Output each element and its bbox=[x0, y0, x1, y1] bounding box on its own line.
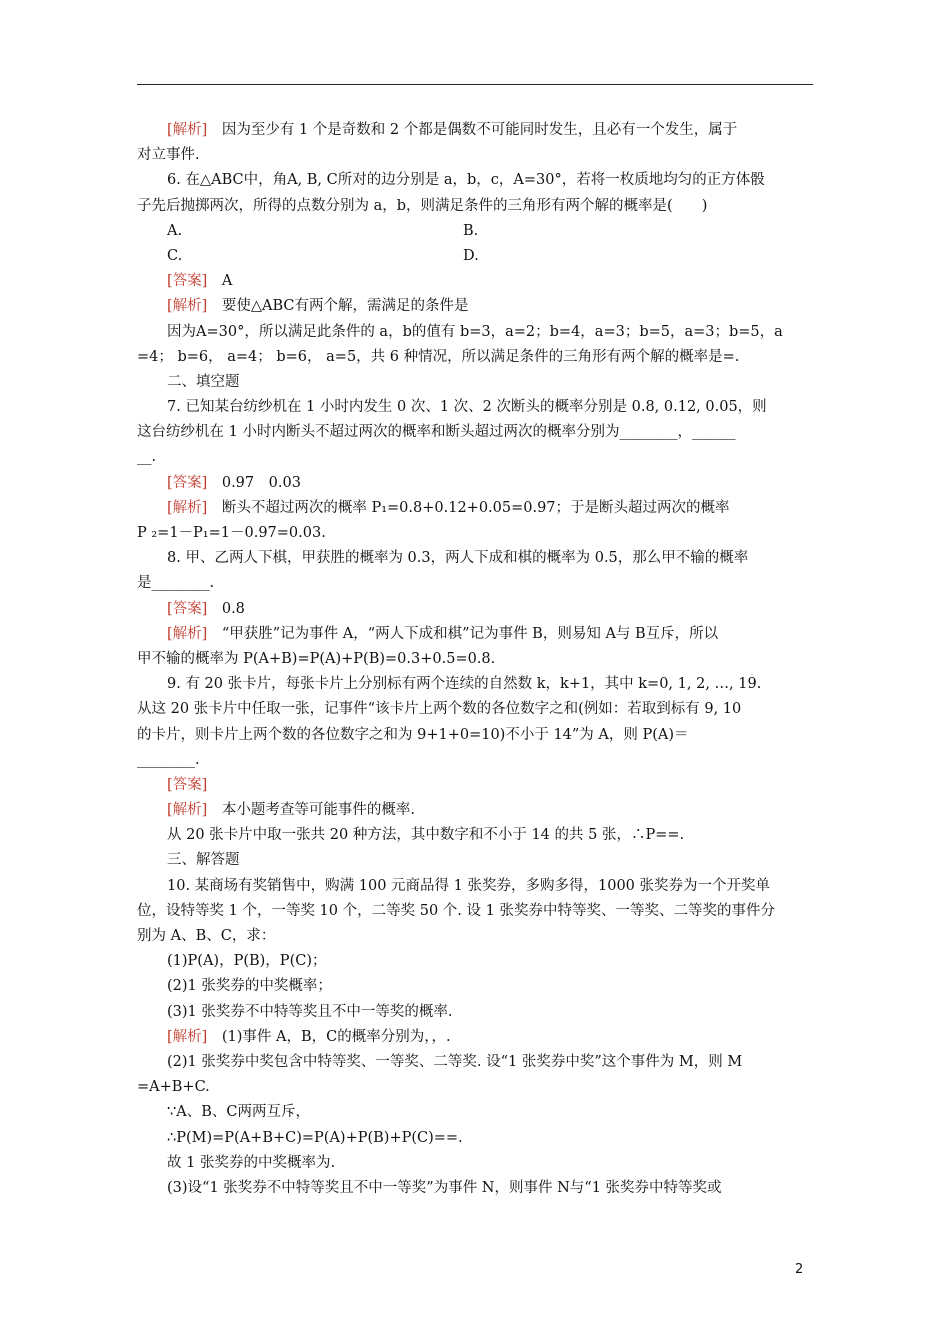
text-line-q10-stem-3 bbox=[137, 924, 815, 949]
text-line-q6-analysis-3 bbox=[137, 345, 815, 370]
text-line-q10-analysis-7 bbox=[137, 1176, 815, 1201]
line-text: 8. 甲、乙两人下棋，甲获胜的概率为 0.3，两人下成和棋的概率为 0.5，那么甲不输的概率 bbox=[167, 550, 749, 567]
text-line-q10-stem-1 bbox=[137, 874, 815, 899]
text-line-q8-analysis-1 bbox=[137, 622, 815, 647]
answer-tag: [答案] bbox=[167, 474, 208, 491]
option-d: D. bbox=[463, 247, 479, 264]
text-line-q6-options-ab bbox=[137, 219, 815, 244]
line-text: (3)设“1 张奖券不中特等奖且不中一等奖”为事件 N，则事件 N与“1 张奖券中特等奖或 bbox=[167, 1179, 722, 1196]
line-text: 位，设特等奖 1 个，一等奖 10 个，二等奖 50 个. 设 1 张奖券中特等奖、一等奖、二等奖的事件分 bbox=[137, 902, 775, 919]
text-line-q9-stem-1 bbox=[137, 672, 815, 697]
line-text: 9. 有 20 张卡片，每张卡片上分别标有两个连续的自然数 k，k+1，其中 k=0, 1, 2, …, 19. bbox=[167, 676, 762, 693]
text-line-q8-analysis-2 bbox=[137, 647, 815, 672]
line-text: 二、填空题 bbox=[167, 373, 240, 390]
answer-tag: [答案] bbox=[167, 776, 208, 793]
line-text: P ₂=1－P₁=1－0.97=0.03. bbox=[137, 525, 326, 541]
line-text: 断头不超过两次的概率 P₁=0.8+0.12+0.05=0.97；于是断头超过两次的概率 bbox=[221, 499, 730, 516]
text-line-q9-stem-4 bbox=[137, 748, 815, 773]
text-line-q7-stem-2 bbox=[137, 420, 815, 445]
text-line-q8-answer bbox=[137, 597, 815, 622]
text-line-q9-stem-3 bbox=[137, 723, 815, 748]
option-b: B. bbox=[463, 222, 479, 239]
text-line-q9-stem-2 bbox=[137, 697, 815, 722]
text-line-q5-analysis-2 bbox=[137, 143, 815, 168]
text-line-q7-analysis-2 bbox=[137, 521, 815, 546]
analysis-tag: [解析] bbox=[167, 122, 208, 138]
text-line-q6-stem-1 bbox=[137, 168, 815, 193]
text-line-q7-answer bbox=[137, 471, 815, 496]
document-body bbox=[137, 118, 815, 1201]
analysis-tag: [解析] bbox=[167, 1028, 208, 1045]
line-text: 本小题考查等可能事件的概率. bbox=[221, 802, 415, 819]
analysis-tag: [解析] bbox=[167, 499, 208, 516]
text-line-q6-options-cd bbox=[137, 244, 815, 269]
text-line-q10-analysis-1 bbox=[137, 1025, 815, 1050]
text-line-q6-analysis-2 bbox=[137, 320, 815, 345]
line-text: (2)1 张奖券中奖包含中特等奖、一等奖、二等奖. 设“1 张奖券中奖”这个事件为 M，则 M bbox=[167, 1053, 743, 1070]
line-text: A bbox=[221, 273, 233, 290]
line-text: 的卡片，则卡片上两个数的各位数字之和为 9+1+0=10)不小于 14”为 A，则 P(A)＝ bbox=[137, 726, 689, 743]
line-text: ∴P(M)=P(A+B+C)=P(A)+P(B)+P(C)==. bbox=[167, 1129, 463, 1146]
option-c: C. bbox=[167, 247, 183, 264]
line-text: (1)P(A)，P(B)，P(C)； bbox=[167, 953, 327, 970]
page-number: 2 bbox=[795, 1262, 804, 1277]
text-line-q10-analysis-5 bbox=[137, 1126, 815, 1151]
analysis-tag: [解析] bbox=[167, 802, 208, 819]
line-text: (3)1 张奖券不中特等奖且不中一等奖的概率. bbox=[167, 1003, 453, 1020]
line-text: “甲获胜”记为事件 A，“两人下成和棋”记为事件 B，则易知 A与 B互斥，所以 bbox=[221, 625, 719, 642]
text-line-q9-analysis-1 bbox=[137, 798, 815, 823]
line-text: 是________. bbox=[137, 575, 215, 592]
text-line-section-3 bbox=[137, 848, 815, 873]
line-text: __. bbox=[137, 449, 157, 466]
text-line-q10-stem-2 bbox=[137, 899, 815, 924]
line-text: 甲不输的概率为 P(A+B)=P(A)+P(B)=0.3+0.5=0.8. bbox=[137, 650, 496, 667]
line-text: =4； b=6， a=4； b=6， a=5，共 6 种情况，所以满足条件的三角形有两个解的概率是=. bbox=[137, 348, 740, 365]
analysis-tag: [解析] bbox=[167, 298, 208, 315]
line-text: 子先后抛掷两次，所得的点数分别为 a，b，则满足条件的三角形有两个解的概率是( ) bbox=[137, 197, 708, 214]
text-line-q10-part-2 bbox=[137, 974, 815, 999]
text-line-q10-analysis-2 bbox=[137, 1050, 815, 1075]
line-text: 0.8 bbox=[221, 600, 245, 617]
line-text: 从 20 张卡片中取一张共 20 种方法，其中数字和不小于 14 的共 5 张，∴P==. bbox=[167, 827, 685, 844]
text-line-q9-answer bbox=[137, 773, 815, 798]
line-text: (1)事件 A，B，C的概率分别为，，. bbox=[221, 1028, 451, 1045]
answer-tag: [答案] bbox=[167, 600, 208, 617]
option-a: A. bbox=[167, 222, 183, 239]
text-line-q5-analysis-1 bbox=[137, 118, 815, 143]
text-line-q8-stem-2 bbox=[137, 571, 815, 596]
line-text: =A+B+C. bbox=[137, 1079, 210, 1096]
text-line-q6-stem-2 bbox=[137, 194, 815, 219]
text-line-q10-analysis-6 bbox=[137, 1151, 815, 1176]
line-text: 别为 A、B、C，求： bbox=[137, 928, 276, 944]
line-text: 因为A=30°，所以满足此条件的 a，b的值有 b=3，a=2；b=4，a=3；b=5，a=3；b=5，a bbox=[167, 323, 783, 340]
text-line-q10-part-1 bbox=[137, 949, 815, 974]
line-text: 7. 已知某台纺纱机在 1 小时内发生 0 次、1 次、2 次断头的概率分别是 0.8, 0.12, 0.05，则 bbox=[167, 399, 767, 416]
header-rule bbox=[137, 84, 813, 85]
line-text: 这台纺纱机在 1 小时内断头不超过两次的概率和断头超过两次的概率分别为________，______ bbox=[137, 424, 736, 441]
text-line-q6-answer bbox=[137, 269, 815, 294]
text-line-q8-stem-1 bbox=[137, 546, 815, 571]
analysis-tag: [解析] bbox=[167, 625, 208, 642]
line-text: 三、解答题 bbox=[167, 852, 240, 869]
line-text: 对立事件. bbox=[137, 147, 200, 164]
text-line-q7-stem-3 bbox=[137, 445, 815, 470]
line-text: 0.97 0.03 bbox=[221, 474, 301, 491]
text-line-q7-analysis-1 bbox=[137, 496, 815, 521]
text-line-q6-analysis-1 bbox=[137, 294, 815, 319]
text-line-section-2 bbox=[137, 370, 815, 395]
line-text: 从这 20 张卡片中任取一张，记事件“该卡片上两个数的各位数字之和(例如：若取到标有 9, 10 bbox=[137, 701, 742, 718]
line-text: ∵A、B、C两两互斥， bbox=[167, 1104, 310, 1121]
line-text: 6. 在△ABC中，角A, B, C所对的边分别是 a，b，c，A=30°，若将一枚质地均匀的正方体骰 bbox=[167, 172, 765, 189]
text-line-q10-analysis-4 bbox=[137, 1100, 815, 1125]
line-text: 10. 某商场有奖销售中，购满 100 元商品得 1 张奖券，多购多得，1000 张奖券为一个开奖单 bbox=[167, 877, 771, 894]
text-line-q7-stem-1 bbox=[137, 395, 815, 420]
line-text: 故 1 张奖券的中奖概率为. bbox=[167, 1154, 336, 1171]
line-text: 因为至少有 1 个是奇数和 2 个都是偶数不可能同时发生，且必有一个发生，属于 bbox=[221, 122, 738, 138]
line-text: (2)1 张奖券的中奖概率； bbox=[167, 978, 332, 995]
line-text: 要使△ABC有两个解，需满足的条件是 bbox=[221, 298, 469, 315]
text-line-q9-analysis-2 bbox=[137, 823, 815, 848]
line-text: ________. bbox=[137, 751, 200, 768]
answer-tag: [答案] bbox=[167, 273, 208, 290]
text-line-q10-analysis-3 bbox=[137, 1075, 815, 1100]
text-line-q10-part-3 bbox=[137, 1000, 815, 1025]
